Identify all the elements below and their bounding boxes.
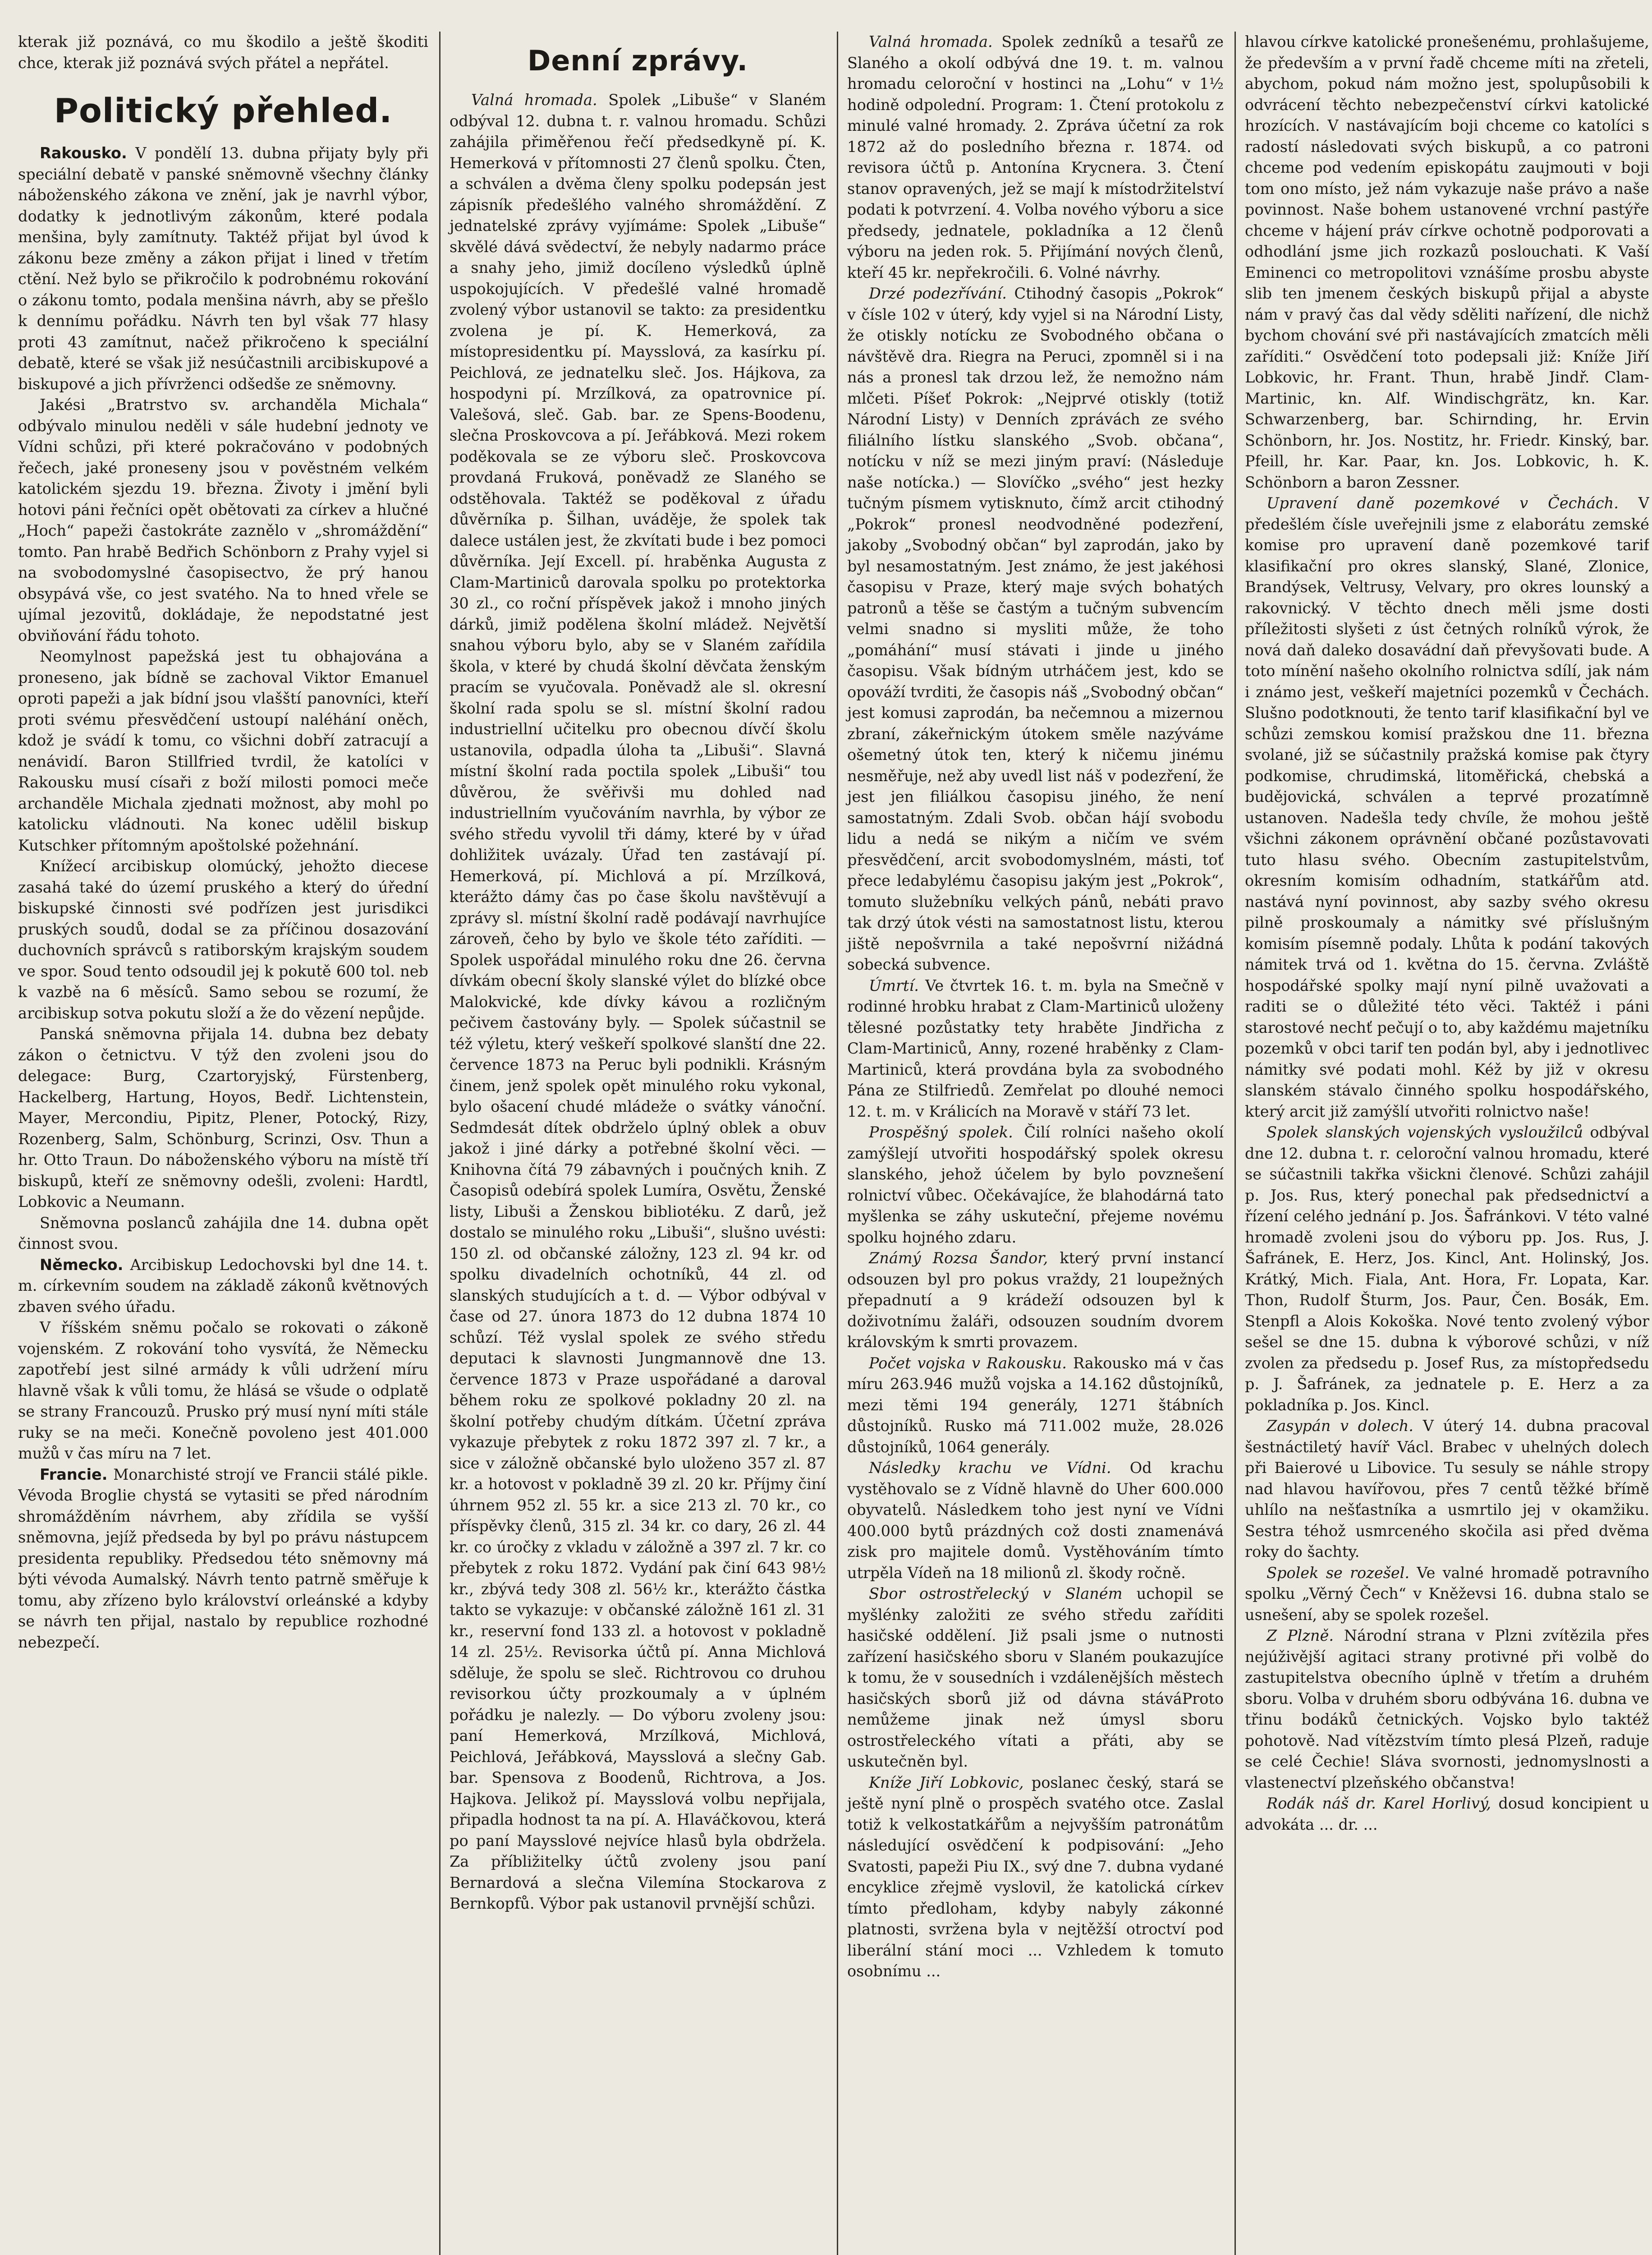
article-paragraph bbox=[18, 1464, 428, 1653]
article-paragraph bbox=[847, 976, 1224, 1123]
article-title: Kníže Jiří Lobkovic, bbox=[869, 1773, 1024, 1791]
article-body: uchopil se myšlénky založiti ze svého středu zaříditi hasičské oddělení. Již psali jsme o nutnosti zařízení hasičského sboru v Slaném poukazujíce k tomu, že v sousedních i vzdálenějších městech hasičských sborů již od dávna stáváProto nemůžeme jinak než úmysl sboru ostrostřeleckého vítati a přáti, aby se uskutečněn byl. bbox=[847, 1585, 1224, 1770]
article-body: Spolek zedníků a tesařů ze Slaného a okolí odbývá dne 19. t. m. valnou hromadu celoroční v hostinci na „Lohu“ v 1½ hodině odpolední. Program: 1. Čtení protokolu z minulé valné hromady. 2. Zpráva účetní za rok 1872 až do posledního března r. 1874. od revisora účtů p. Antonína Krycnera. 3. Čtení stanov opravených, jež se mají k místodržitelství podati k potvrzení. 4. Volba nového výboru a sice předsedy, jednatele, pokladníka a 12 členů výboru na jeden rok. 5. Přijímání nových členů, kteří 45 kr. nepřekročili. 6. Volné návrhy. bbox=[847, 33, 1224, 281]
article-paragraph bbox=[847, 1353, 1224, 1458]
article-body: Ve valné hromadě potravního spolku „Věrný Čech“ v Kněževsi 16. dubna stalo se usnešení, aby se spolek rozešel. bbox=[1245, 1564, 1649, 1624]
article-paragraph bbox=[847, 1248, 1224, 1353]
article-paragraph bbox=[1245, 1625, 1649, 1793]
article-title: Valná hromada. bbox=[869, 33, 993, 51]
article-title: Drzé podezřívání. bbox=[869, 285, 1007, 302]
article-body: poslanec český, stará se ještě nyní plně o prospěch svatého otce. Zaslal totiž k velkostatkářům a nejvyšším patronátům následující osvědčení k podpisování: „Jeho Svatosti, papeži Piu IX., svý dne 7. dubna vydané encyklice zřejmě vyslovil, že katolická církev tímto předloham, kdyby nabyly zákonné platnosti, svržena byla v nejtěžší otroctví pod liberální stání moci ... Vzhledem k tomuto osobnímu ... bbox=[847, 1773, 1224, 1980]
column-4 bbox=[1234, 32, 1649, 2255]
article-paragraph bbox=[18, 1024, 428, 1213]
country-label: Německo. bbox=[40, 1256, 124, 1274]
article-body: dosud koncipient u advokáta ... dr. ... bbox=[1245, 1795, 1649, 1833]
article-paragraph bbox=[18, 856, 428, 1024]
article-paragraph bbox=[1245, 32, 1649, 493]
article-paragraph bbox=[847, 32, 1224, 283]
article-body: Ctihodný časopis „Pokrok“ v čísle 102 v úterý, kdy vyjel si na Národní Listy, že otiskly notícku ze Svobodného občana o návštěvě dra. Riegra na Peruci, zpomněl si i na nás a pronesl tak drzou lež, že nemožno nám mlčeti. Píšeť Pokrok: „Nejprvé otiskly (totiž Národní Listy) v Denních zprávách ze svého filiálního lístku slanského „Svob. občana“, notícku v níž se mezi jiným praví: (Následuje naše notícka.) — Slovíčko „svého“ jest hezky tučným písmem vytisknuto, čímž arcit ctihodný „Pokrok“ pronesl neodvodněné podezření, jakoby „Svobodný občan“ byl zaprodán, jako by byl nesamostatným. Jest známo, že jest jakéhosi časopisu v Praze, který maje svých bohatých patronů a těše se častým a tučným subvencím velmi snadno si mysliti může, že toho „pomáhání“ musí stávati i jinde u jiného časopisu. Však bídným utrháčem jest, kdo se opováží tvrditi, že časopis náš „Svobodný občan“ jest komusi zaprodán, ba nečemnou a mizernou zbraní, zákeřnickým útokem směle nazýváme ošemetný útok ten, který k ničemu jinému nesměřuje, než aby uvedl list náš v podezření, že jest jen filiálkou časopisu jiného, že není samostatným. Zdali Svob. občan hájí svobodu lidu a nedá se nikým a ničím ve svém přesvědčení, arcit svobodomyslném, másti, toť přece ledabylému časopisu jakým jest „Pokrok“, tomuto služebníku velkých pánů, nebáti pravo tak drzý útok vésti na samostatnost listu, kterou jiště nepošvrnila a také nepošvrní nižádná sobecká subvence. bbox=[847, 285, 1224, 973]
article-body: Rakousko má v čas míru 263.946 mužů vojska a 14.162 důstojníků, mezi těmi 194 generály, 1271 štábních důstojníků. Rusko má 711.002 muže, 28.026 důstojníků, 1064 generály. bbox=[847, 1354, 1224, 1456]
article-paragraph bbox=[18, 1317, 428, 1464]
country-label: Francie. bbox=[40, 1465, 108, 1483]
article-paragraph bbox=[18, 1255, 428, 1318]
article-title: Úmrtí. bbox=[869, 976, 919, 994]
article-body: V říšském sněmu počalo se rokovati o zákoně vojenském. Z rokování toho vysvítá, že Německu zapotřebí jest silné armády k vůli udržení míru hlavně však k vůli tomu, že hlásá se všude o odplatě se strany Francouzů. Prusko prý musí nyní míti stále ruky se na meči. Konečně povoleno jest 401.000 mužů v čas míru na 7 let. bbox=[18, 1319, 428, 1462]
article-body: Jakési „Bratrstvo sv. archanděla Michala“ odbývalo minulou neděli v sále hudební jednoty ve Vídni schůzi, při které pokračováno v podobných řečech, jaké proneseny jsou v pověstném velkém katolickém sjezdu 19. března. Životy i jmění byli hotovi páni řečníci opět obětovati za církev a hlučné „Hoch“ papeži častokráte zaznělo v „shromáždění“ tomto. Pan hrabě Bedřich Schönborn z Prahy vyjel si na svobodomyslné časopisectvo, že prý hanou obsypává vše, co jest svatého. Na to hned vřele se ujímal jezovitů, dokládaje, že nepodstatné jest obviňování řádu tohoto. bbox=[18, 396, 428, 644]
article-paragraph bbox=[847, 283, 1224, 976]
article-body: odbýval dne 12. dubna t. r. celoroční valnou hromadu, které se súčastnili takřka všickni členové. Schůzi zahájil p. Jos. Rus, který ponechal pak předsednictví a řízení celého jednání p. Jos. Šafránkovi. V této valné hromadě zvoleni jsou do výboru pp. Jos. Rus, J. Šafránek, E. Herz, Jos. Kincl, Ant. Holinský, Jos. Krátký, Mich. Fiala, Ant. Hora, Fr. Lopata, Kar. Thon, Rudolf Šturm, Jos. Paur, Čen. Bosák, Em. Stenpfl a Alois Kokoška. Nové tento zvolený výbor sešel se dne 15. dubna k výborové schůzi, v níž zvolen za předsedu p. Josef Rus, za místopředsedu p. J. Šafránek, za jednatele p. E. Herz a za pokladníka p. Jos. Kincl. bbox=[1245, 1123, 1649, 1414]
column-2 bbox=[439, 32, 826, 2255]
section-heading: Politický přehled. bbox=[54, 92, 393, 130]
article-title: Spolek slanských vojenských vysloužilců bbox=[1267, 1123, 1583, 1141]
article-paragraph bbox=[18, 1213, 428, 1255]
article-body: Ve čtvrtek 16. t. m. byla na Smečně v rodinné hrobku hrabat z Clam-Martiniců uloženy tělesné pozůstatky tety hraběte Jindřicha z Clam-Martiniců, Anny, rozené hraběnky z Clam-Martiniců, která provdána byla za svobodného Pána ze Stilfriedů. Zemřelat po dlouhé nemoci 12. t. m. v Králicích na Moravě v stáří 73 let. bbox=[847, 976, 1224, 1120]
article-title: Známý Rozsa Šandor, bbox=[869, 1249, 1048, 1267]
article-body: V úterý 14. dubna pracoval šestnáctiletý havíř Václ. Brabec v uhelných dolech při Baierové u Libovice. Tu sesuly se náhle stropy nad hlavou havířovou, přes 7 centů těžké břímě uhlílo na nešťastníka a usmrtilo jej v okamžiku. Sestra téhož usmrceného skočila asi před dvěma roky do šachty. bbox=[1245, 1417, 1649, 1560]
article-paragraph bbox=[847, 1458, 1224, 1583]
article-title: Valná hromada. bbox=[471, 91, 597, 109]
article-title: Rodák náš dr. Karel Horlivý, bbox=[1267, 1795, 1491, 1812]
article-body: kterak již poznává, co mu škodilo a ještě škoditi chce, kterak již poznává svých přátel a nepřátel. bbox=[18, 33, 428, 72]
article-body: který první instancí odsouzen byl pro pokus vraždy, 21 loupežných přepadnutí a 9 krádeží odsouzen byl k doživotnímu žaláři, odsouzen soudním dvorem královským k smrti provazem. bbox=[847, 1249, 1224, 1351]
article-body: Čilí rolníci našeho okolí zamýšlejí utvořiti hospodářský spolek okresu slanského, jehož účelem by bylo povznešení rolnictví vůbec. Očekávajíce, že blahodárná tato myšlenka se záhy uskuteční, přejeme novému spolku hojného zdaru. bbox=[847, 1123, 1224, 1246]
article-paragraph bbox=[1245, 1122, 1649, 1416]
article-paragraph bbox=[1245, 1793, 1649, 1835]
article-title: Z Plzně. bbox=[1267, 1627, 1334, 1644]
article-title: Prospěšný spolek. bbox=[869, 1123, 1013, 1141]
country-label: Rakousko. bbox=[40, 144, 127, 162]
article-body: Neomylnost papežská jest tu obhajována a proneseno, jak bídně se zachoval Viktor Emanuel oproti papeži a jak bídní jsou vlašští panovníci, kteří proti svému přesvědčení ustoupí naléhání oněch, kdož je svádí k tomu, co všichni dobří zatracují a nenávidí. Baron Stillfried tvrdil, že katolíci v Rakousku musí císaři z boží milosti pomoci meče archanděle Michala zjednati možnost, aby mohl po katolicku vládnouti. Na konec udělil biskup Kutschker přítomným apoštolské požehnání. bbox=[18, 648, 428, 854]
article-paragraph bbox=[450, 90, 826, 1914]
article-paragraph bbox=[18, 143, 428, 395]
article-body: Spolek „Libuše“ v Slaném odbýval 12. dubna t. r. valnou hromadu. Schůzi zahájila přiměřenou řečí předsedkyně pí. K. Hemerková v přítomnosti 27 členů spolku. Čten, a schválen a dvěma členy spolku podepsán jest zápisník předešlého valného shromáždění. Z jednatelské zprávy vyjímáme: Spolek „Libuše“ skvělé dává svědectví, že nebyly nadarmo práce a snahy jeho, jimiž docíleno výsledků úplně uspokojujících. V předešlé valné hromadě zvolený výbor ustanovil se takto: za presidentku zvolena je pí. K. Hemerková, za místopresidentku pí. Maysslová, za kasírku pí. Peichlová, ze jednatelku sleč. Jos. Hájkova, za hospodyni pí. Mrzílková, za opatrovnice pí. Valešová, sleč. Gab. bar. ze Spens-Boodenu, slečna Proskovcova a pí. Jeřábková. Mezi rokem poděkovala se ze výboru sleč. Proskovcova provdaná Fruková, poněvadž ze Slaného se odstěhovala. Taktéž se poděkoval z úřadu důvěrníka p. Šilhan, uváděje, že spolek tak dalece ustálen jest, že zkvítati bude i bez pomoci důvěrníka. Její Excell. pí. hraběnka Augusta z Clam-Martiniců darovala spolku po protektorka 30 zl., co roční příspěvek jakož i mnoho jiných dárků, jimiž podělena školní mládež. Největší snahou výboru bylo, aby se v Slaném zařídila škola, v které by chudá školní děvčata ženským pracím se vyučovala. Poněvadž ale sl. okresní školní rada spolu se sl. místní školní radou industriellní učitelku pro obecnou dívčí školu ustanovila, odpadla úloha ta „Libuši“. Slavná místní školní rada poctila spolek „Libuši“ tou důvěrou, že svěřivši mu dohled nad industriellním vyučováním navrhla, by výbor ze svého středu vyvolil tři dámy, které by v úřad dohližitek uvázaly. Úřad ten zastávají pí. Hemerková, pí. Michlová a pí. Mrzílková, kterážto dámy čas po čase školu navštěvují a zprávy sl. místní školní radě podávají navrhujíce zároveň, čeho by bylo ve škole této zaříditi. — Spolek uspořádal minulého roku dne 26. června dívkám obecní školy slanské výlet do blízké obce Malokvické, kde dívky kávou a rozličným pečivem častovány byly. — Spolek súčastnil se též výletu, který veškeří spolkové slanští dne 22. července 1873 na Peruc byli podnikli. Krásným činem, jenž spolek opět minulého roku vykonal, bylo ošacení chudé mládeže o svátky vánoční. Sedmdesát dítek obdrželo úplný oblek a obuv jakož i jiné dárky a potřebné školní věci. — Knihovna čítá 79 zábavných i poučných knih. Z Časopisů odebírá spolek Lumíra, Osvětu, Ženské listy, Libuši a Ženskou bibliotéku. Z darů, jež dostalo se minulého roku „Libuši“, slušno uvésti: 150 zl. od občanské záložny, 123 zl. 94 kr. od spolku divadelních ochotníků, 44 zl. od slanských studujících a t. d. — Výbor odbýval v čase od 27. února 1873 do 12 dubna 1874 10 schůzí. Též vyslal spolek ze svého středu deputaci k slavnosti Jungmannově dne 13. července 1873 v Praze uspořádané a daroval během roku ze spolkové pokladny 20 zl. na školní potřeby chudým dítkám. Účetní zpráva vykazuje přebytek z roku 1872 397 zl. 7 kr., a sice v záložně občanské bylo uloženo 357 zl. 87 kr. a hotovost v pokladně 39 zl. 20 kr. Příjmy činí úhrnem 952 zl. 55 kr. a sice 213 zl. 70 kr., co příspěvky členů, 315 zl. 34 kr. co dary, 26 zl. 44 kr. co úročky z vkladu v záložně a 397 zl. 7 kr. co přebytek z roku 1872. Vydání pak činí 643 98½ kr., zbývá tedy 308 zl. 56½ kr., kterážto částka takto se vykazuje: v občanské záložně 161 zl. 31 kr., reservní fond 133 zl. a hotovost v pokladně 14 zl. 25½. Revisorka účtů pí. Anna Michlová sděluje, že spolu se sleč. Richtrovou co druhou revisorkou účty prozkoumaly a v úplném pořádku je nalezly. — Do výboru zvoleny jsou: paní Hemerková, Mrzílková, Michlová, Peichlová, Jeřábková, Maysslová a slečny Gab. bar. Spensova z Boodenů, Richtrova, a Jos. Hajkova. Jelikož pí. Maysslová volbu nepřijala, připadla hodnost ta na pí. A. Hlaváčkovou, která po paní Maysslové nejvíce hlasů byla obdržela. Za příbližitelky účtů zvoleny jsou paní Bernardová a slečna Vilemína Stockarova z Bernkopfů. Výbor pak ustanovil prvnější schůzi. bbox=[450, 91, 826, 1912]
article-paragraph bbox=[18, 32, 428, 74]
article-body: V pondělí 13. dubna přijaty byly při speciální debatě v panské sněmovně všechny články náboženského zákona ve znění, jak je navrhl výbor, dodatky k jednotlivým zákonům, které podala menšina, byly zamítnuty. Taktéž přijat byl úvod k zákonu beze změny a zákon přijat i lined v třetím ctění. Než bylo se přikročilo k podrobnému rokování o zákonu tomto, podala menšina návrh, aby se přešlo k dennímu pořádku. Návrh ten byl však 77 hlasy proti 43 zamítnut, načež přikročeno k speciální debatě, které se však již nesúčastnili arcibiskupové a biskupové a jich přívrženci odšedše ze sněmovny. bbox=[18, 144, 428, 393]
article-body: V předešlém čísle uveřejnili jsme z elaborátu zemské komise pro upravení daně pozemkové tarif klasifikační pro okres slanský, Slané, Zlonice, Brandýsek, Veltrusy, Velvary, pro okres lounský a rakovnický. V těchto dnech měli jsme dosti příležitosti slyšeti z úst četných rolníků výrok, že nová daň daleko dosavádní daň převyšovati bude. A toto mínění našeho okolního rolnictva sdílí, jak nám i známo jest, veškeří majetníci pozemků v Čechách. Slušno podotknouti, že tento tarif klasifikační byl ve schůzi zemskou komisí pražskou dne 11. března svolané, již se súčastnily pražská komise pak čtyry podkomise, chrudimská, litoměřická, chebská a budějovická, schválen a teprvé prozatímně ustanoven. Nadešla tedy chvíle, že mohou ještě všichni zákonem oprávnění občané pozůstavovati tuto hlasu svého. Obecním zastupitelstvům, okresním komisím odhadním, statkářům atd. nastává nyní povinnost, aby sazby svého okresu pilně proskoumaly a námitky své příslušným komisím písemně podaly. Lhůta k podání takových námitek trvá od 1. května do 15. června. Zvláště hospodářské spolky mají nyní pilně uvažovati a raditi se o důležité této věci. Taktéž i páni starostové nechť pečují o to, aby každému majetníku pozemků v obci tarif ten podán byl, aby i jednotlivec námitky své podati mohl. Kéž by již v okresu slanském stávalo činného spolku hospodářského, který arcit již zamýšlí utvořiti rolnictvo naše! bbox=[1245, 494, 1649, 1120]
article-paragraph bbox=[1245, 493, 1649, 1122]
article-body: Panská sněmovna přijala 14. dubna bez debaty zákon o četnictvu. V týž den zvoleni jsou do delegace: Burg, Czartoryjský, Fürstenberg, Hackelberg, Hartung, Hoyos, Bedř. Lichtenstein, Mayer, Mercondiu, Pipitz, Plener, Potocký, Rizy, Rozenberg, Salm, Schönburg, Scrinzi, Osv. Thun a hr. Otto Traun. Do náboženského výboru na místě tří biskupů, kteří ze sněmovny odešli, zvoleni: Hardtl, Lobkovic a Neumann. bbox=[18, 1025, 428, 1210]
article-body: Monarchisté strojí ve Francii stálé pikle. Vévoda Broglie chystá se vytasiti se před národním shromážděním návrhem, aby zřídila se vyšší sněmovna, jejíž předseda by byl po právu nástupcem presidenta republiky. Předsedou této sněmovny má býti vévoda Aumalský. Návrh tento patrně směřuje k tomu, aby zřízeno bylo království orleánské a kdyby se návrh ten přijal, nastalo by republice rozhodné nebezpečí. bbox=[18, 1465, 428, 1651]
article-body: Arcibiskup Ledochovski byl dne 14. t. m. církevním soudem na základě zákonů květnových zbaven svého úřadu. bbox=[18, 1256, 428, 1316]
article-body: hlavou církve katolické pronešenému, prohlašujeme, že především a v první řadě chceme míti na zřeteli, abychom, pokud nám možno jest, spolupůsobili k odvrácení těchto nebezpečenství církvi katolické hrozících. V nastávajícím boji chceme co katolíci s radostí následovati svých biskupů, a co patroni chceme pod vedením episkopátu zaujmouti v boji tom ono místo, jež nám vykazuje naše právo a naše povinnost. Naše bohem ustanovené vrchní pastýře chceme v hájení práv církve ochotně podporovati a odhodlání jsme jich rozkazů poslouchati. K Vaší Eminenci co metropolitovi vznášíme prosbu abyste slib ten jmenem českých biskupů přijal a abyste nám v pravý čas dal vědy sděliti nařízení, dle nichž bychom chování své při nastávajících zmatcích měli zaříditi.“ Osvědčení toto podepsali již: Kníže Jiří Lobkovic, hr. Frant. Thun, hrabě Jindř. Clam-Martinic, kn. Alf. Windischgrätz, kn. Kar. Schwarzenberg, bar. Schirnding, hr. Ervin Schönborn, hr. Jos. Nostitz, hr. Friedr. Kinský, bar. Pfeill, hr. Kar. Paar, kn. Jos. Lobkovic, h. K. Schönborn a baron Zessner. bbox=[1245, 33, 1649, 491]
column-3 bbox=[837, 32, 1224, 2255]
article-paragraph bbox=[847, 1122, 1224, 1248]
article-title: Upravení daně pozemkové v Čechách. bbox=[1267, 494, 1619, 512]
article-title: Následky krachu ve Vídni. bbox=[869, 1459, 1111, 1477]
article-body: Národní strana v Plzni zvítězila přes nejúživější agitaci strany protivné při volbě do zastupitelstva obecního úplně v třetím a druhém sboru. Volba v druhém sboru odbývána 16. dubna ve třinu bodáků četnických. Vojsko bylo taktéž pohotově. Nad vítězstvím tímto plesá Plzeň, raduje se celé Čechie! Sláva svornosti, jednomyslnosti a vlastenectví plzeňského občanstva! bbox=[1245, 1627, 1649, 1791]
article-paragraph bbox=[1245, 1416, 1649, 1563]
article-body: Sněmovna poslanců zahájila dne 14. dubna opět činnost svou. bbox=[18, 1214, 428, 1252]
article-paragraph bbox=[18, 395, 428, 646]
article-paragraph bbox=[847, 1772, 1224, 1982]
column-1 bbox=[18, 32, 428, 2255]
article-paragraph bbox=[1245, 1563, 1649, 1626]
article-title: Počet vojska v Rakousku. bbox=[869, 1354, 1067, 1372]
article-title: Spolek se rozešel. bbox=[1267, 1564, 1410, 1582]
article-paragraph bbox=[18, 646, 428, 856]
article-paragraph bbox=[847, 1583, 1224, 1772]
section-heading: Denní zprávy. bbox=[527, 44, 748, 77]
article-body: Od krachu vystěhovalo se z Vídně hlavně do Uher 600.000 obyvatelů. Následkem toho jest nyní ve Vídni 400.000 bytů prázdných což dosti znamenává zisk pro majitele domů. Vystěhováním tímto utrpěla Vídeň na 18 milionů zl. škody ročně. bbox=[847, 1459, 1224, 1582]
article-title: Sbor ostrostřelecký v Slaném bbox=[869, 1585, 1123, 1602]
article-body: Knížecí arcibiskup olomúcký, jehožto diecese zasahá také do území pruského a který do úřední biskupské činnosti své podřízen jest jurisdikci pruských soudů, dodal se za příčinou dosazování duchovních správců s ratiborským krajským soudem ve spor. Soud tento odsoudil jej k pokutě 600 tol. neb k vazbě na 6 měsíců. Samo sebou se rozumí, že arcibiskup sotva pokutu složí a že do vězení nepůjde. bbox=[18, 857, 428, 1022]
article-title: Zasypán v dolech. bbox=[1267, 1417, 1413, 1435]
